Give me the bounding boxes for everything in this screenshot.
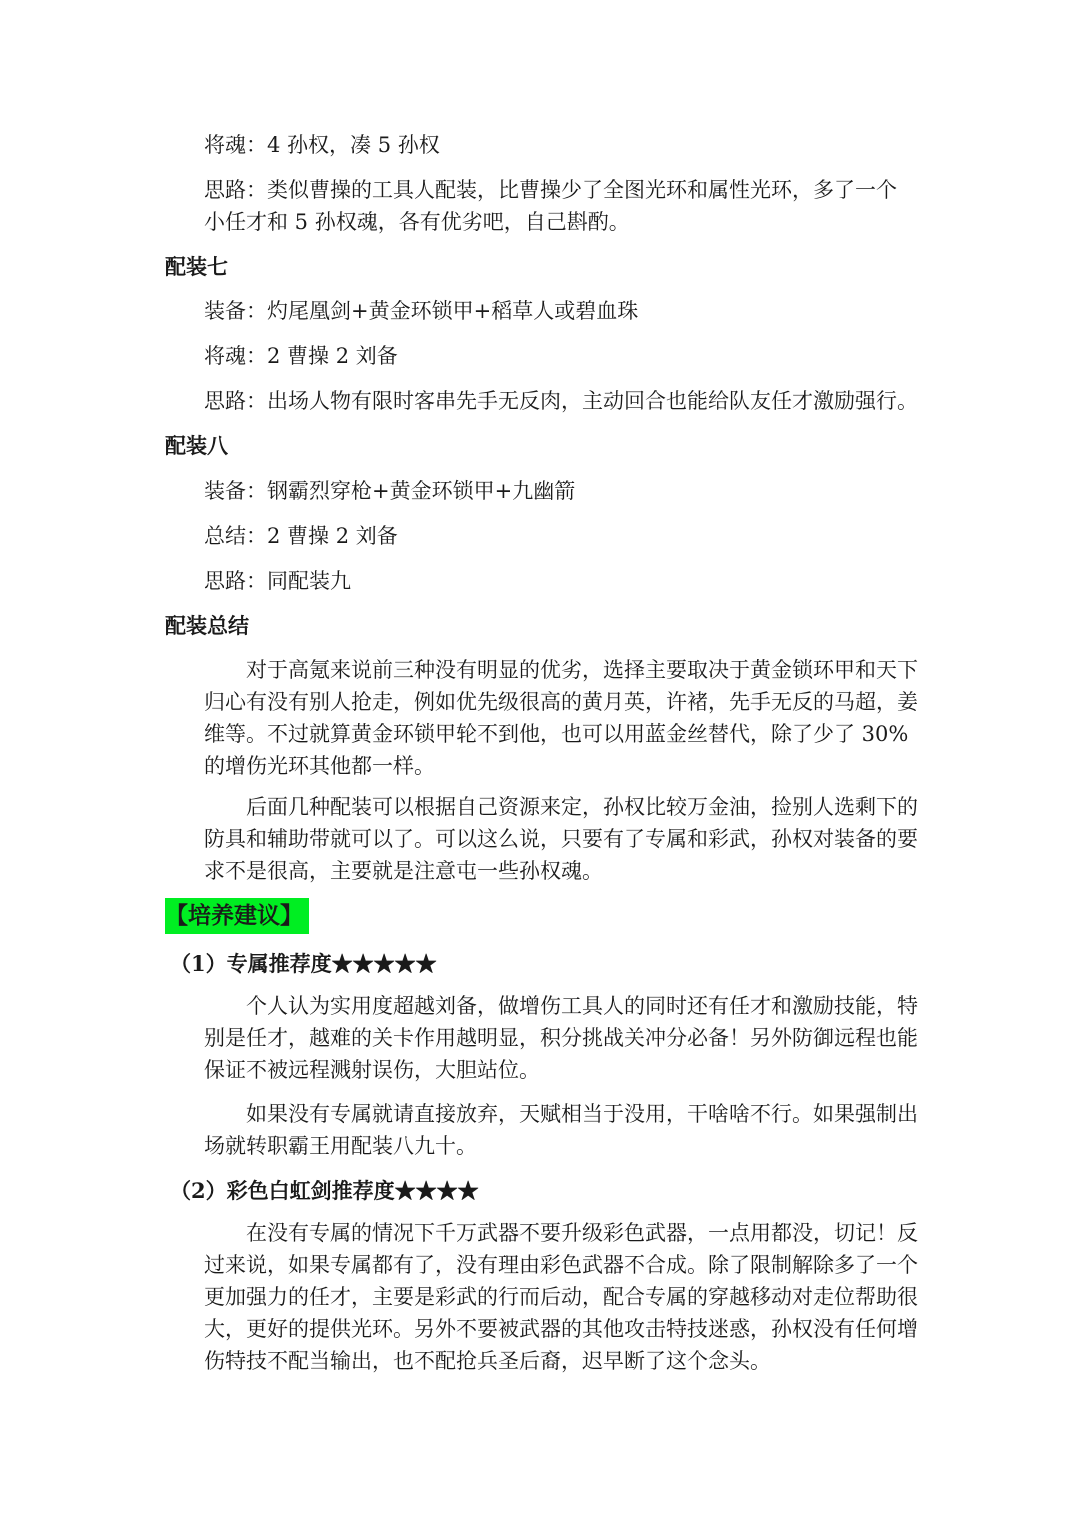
- section-exclusive-heading: （1）专属推荐度★★★★★: [170, 951, 437, 976]
- summary-line-8: 总结：2 曹操 2 刘备: [204, 524, 398, 548]
- exclusive-paragraph-2: [204, 1098, 920, 1162]
- summary-paragraph-2-text: 后面几种配装可以根据自己资源来定，孙权比较万金油，捡别人选剩下的防具和辅助带就可以了。可以这么说，只要有了专属和彩武，孙权对装备的要求不是很高，主要就是注意屯一些孙权魂。: [204, 795, 918, 883]
- equip-line-8: 装备：钢霸烈穿枪+黄金环锁甲+九幽箭: [204, 479, 576, 503]
- silu-line-7: 思路：出场人物有限时客串先手无反肉，主动回合也能给队友任才激励强行。: [204, 389, 918, 413]
- heading-config-summary: 配装总结: [165, 613, 249, 638]
- weapon-paragraph: [204, 1217, 920, 1377]
- exclusive-paragraph-1-text: 个人认为实用度超越刘备，做增伤工具人的同时还有任才和激励技能，特别是任才，越难的关卡作用越明显，积分挑战关冲分必备！另外防御远程也能保证不被远程溅射误伤，大胆站位。: [204, 994, 918, 1082]
- exclusive-paragraph-2-text: 如果没有专属就请直接放弃，天赋相当于没用，干啥啥不行。如果强制出场就转职霸王用配装八九十。: [204, 1102, 918, 1158]
- jianghun-line-7: 将魂：2 曹操 2 刘备: [204, 344, 398, 368]
- jianghun-line-6: 将魂：4 孙权，凑 5 孙权: [204, 133, 440, 157]
- heading-config-7: 配装七: [165, 254, 228, 279]
- summary-paragraph-2: [204, 791, 920, 887]
- section-weapon-heading: （2）彩色白虹剑推荐度★★★★: [170, 1178, 479, 1203]
- training-advice-label: 【培养建议】: [165, 898, 309, 934]
- heading-config-8: 配装八: [165, 433, 228, 458]
- summary-paragraph-1: [204, 654, 920, 782]
- silu-line-6b: 小任才和 5 孙权魂，各有优劣吧，自己斟酌。: [204, 210, 630, 234]
- silu-line-8: 思路：同配装九: [204, 569, 351, 593]
- exclusive-paragraph-1: [204, 990, 920, 1086]
- silu-line-6a: 思路：类似曹操的工具人配装，比曹操少了全图光环和属性光环，多了一个: [204, 178, 897, 202]
- summary-paragraph-1-text: 对于高氪来说前三种没有明显的优劣，选择主要取决于黄金锁环甲和天下归心有没有别人抢走，例如优先级很高的黄月英，许褚，先手无反的马超，姜维等。不过就算黄金环锁甲轮不到他，也可以用蓝金丝替代，除了少了 30%的增伤光环其他都一样。: [204, 658, 918, 778]
- weapon-paragraph-text: 在没有专属的情况下千万武器不要升级彩色武器，一点用都没，切记！反过来说，如果专属都有了，没有理由彩色武器不合成。除了限制解除多了一个更加强力的任才，主要是彩武的行而后动，配合专属的穿越移动对走位帮助很大，更好的提供光环。另外不要被武器的其他攻击特技迷惑，孙权没有任何增伤特技不配当输出，也不配抢兵圣后裔，迟早断了这个念头。: [204, 1221, 918, 1373]
- equip-line-7: 装备：灼尾凰剑+黄金环锁甲+稻草人或碧血珠: [204, 299, 639, 323]
